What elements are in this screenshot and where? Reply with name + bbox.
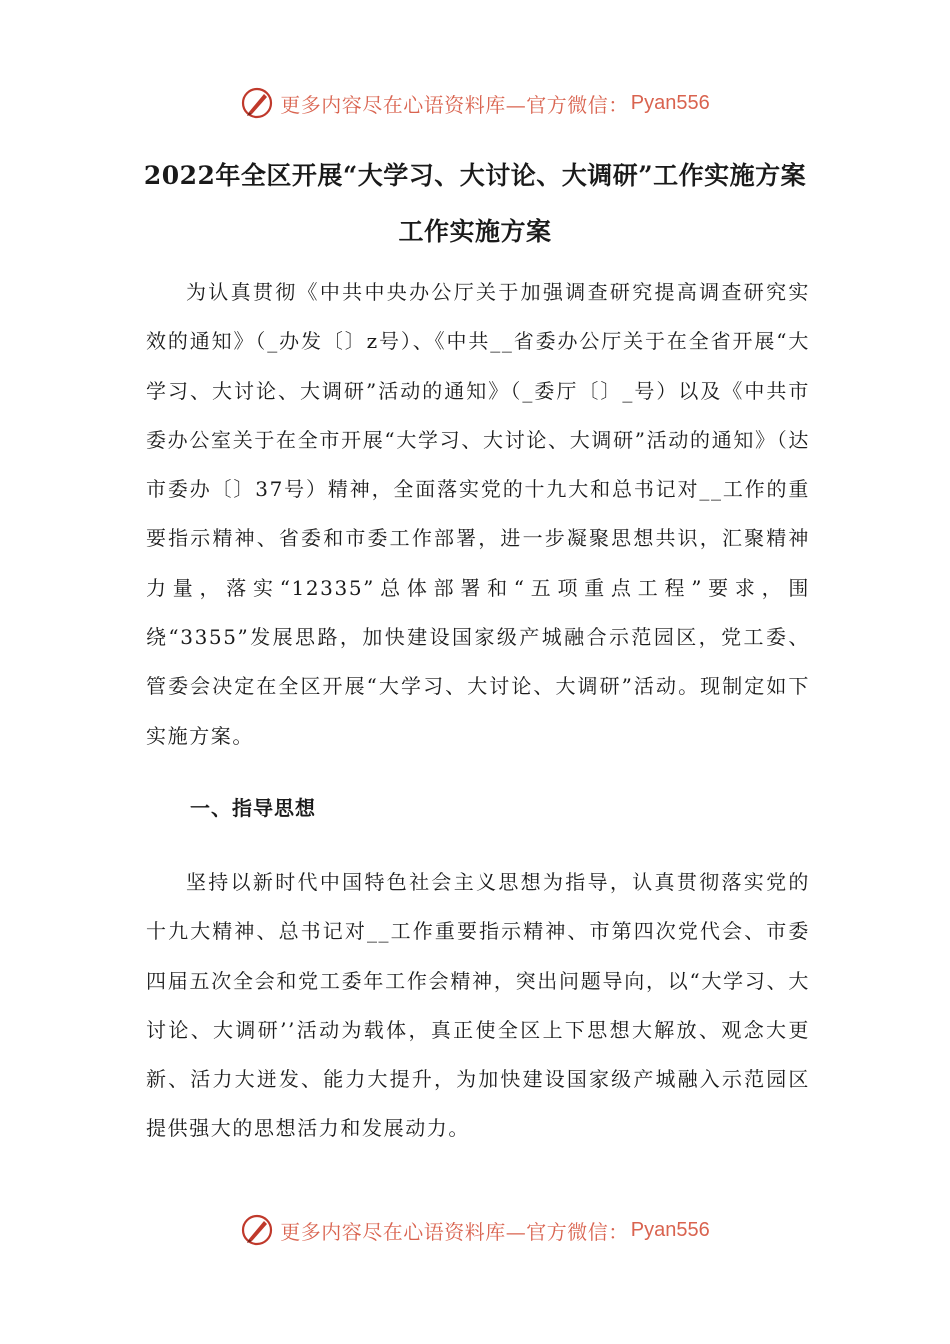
pen-logo-icon (240, 1213, 274, 1247)
banner-wechat-id: Pyan556 (630, 91, 710, 114)
intro-paragraph: 为认真贯彻《中共中央办公厅关于加强调查研究提高调查研究实效的通知》（_办发〔〕z号）、《中共__省委办公厅关于在全省开展“大学习、大讨论、大调研”活动的通知》（_委厅〔〕_号）以及《中共市委办公室关于在全市开展“大学习、大讨论、大调研”活动的通知》（达市委办〔〕37号）精神，全面落实党的十九大和总书记对__工作的重要指示精神、省委和市委工作部署，进一步凝聚思想共识，汇聚精神力量，落实“12335”总体部署和“五项重点工程”要求，围绕“3355”发展思路，加快建设国家级产城融合示范园区，党工委、管委会决定在全区开展“大学习、大讨论、大调研”活动。现制定如下实施方案。 (146, 280, 810, 748)
banner-wechat-id: Pyan556 (630, 1218, 710, 1241)
section-heading-guiding-ideology: 一、指导思想 (190, 796, 316, 820)
banner-text: 更多内容尽在心语资料库—官方微信： (280, 1219, 629, 1244)
footer-watermark-banner (0, 1210, 950, 1250)
header-watermark-banner (0, 83, 950, 123)
document-title: 2022年全区开展“大学习、大讨论、大调研”工作实施方案工作实施方案 (143, 161, 807, 246)
banner-text: 更多内容尽在心语资料库—官方微信： (280, 92, 629, 117)
guiding-ideology-paragraph: 坚持以新时代中国特色社会主义思想为指导，认真贯彻落实党的十九大精神、总书记对__工作重要指示精神、市第四次党代会、市委四届五次全会和党工委年工作会精神，突出问题导向，以“大学习、大讨论、大调研’’活动为载体，真正使全区上下思想大解放、观念大更新、活力大迸发、能力大提升，为加快建设国家级产城融入示范园区提供强大的思想活力和发展动力。 (146, 870, 810, 1141)
pen-logo-icon (240, 86, 274, 120)
